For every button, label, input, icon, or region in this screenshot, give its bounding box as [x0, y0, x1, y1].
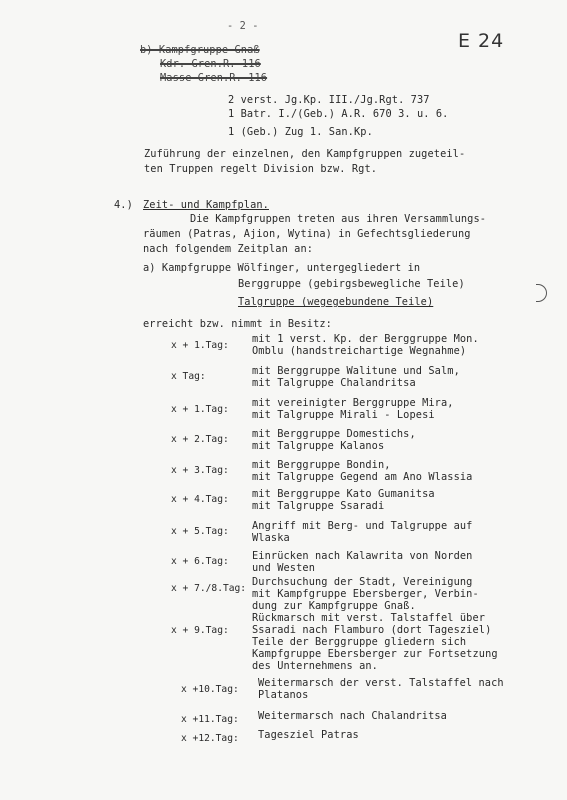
schedule-day: x + 4.Tag:: [171, 494, 229, 505]
schedule-text: Platanos: [258, 689, 309, 701]
group-a-heading: a) Kampfgruppe Wölfinger, untergegliedert in: [143, 262, 421, 274]
schedule-text: Durchsuchung der Stadt, Vereinigung: [252, 576, 473, 588]
schedule-text: mit Talgruppe Kalanos: [252, 440, 385, 452]
schedule-day: x + 2.Tag:: [171, 434, 229, 445]
schedule-day: x +11.Tag:: [181, 714, 239, 725]
tal-group-line: Talgruppe (wegegebundene Teile): [238, 296, 434, 308]
supply-note-line: Zuführung der einzelnen, den Kampfgruppen zugeteil-: [144, 148, 466, 160]
intro-line: nach folgendem Zeitplan an:: [143, 243, 314, 255]
schedule-text: Teile der Berggruppe gliedern sich: [252, 636, 467, 648]
schedule-text: Angriff mit Berg- und Talgruppe auf: [252, 520, 473, 532]
schedule-text: mit Berggruppe Domestichs,: [252, 428, 416, 440]
schedule-text: Weitermarsch nach Chalandritsa: [258, 710, 447, 722]
archive-mark: E 24: [458, 30, 505, 52]
schedule-text: mit 1 verst. Kp. der Berggruppe Mon.: [252, 333, 479, 345]
schedule-text: mit Talgruppe Ssaradi: [252, 500, 385, 512]
schedule-day: x + 3.Tag:: [171, 465, 229, 476]
schedule-text: Rückmarsch mit verst. Talstaffel über: [252, 612, 486, 624]
schedule-text: mit Berggruppe Bondin,: [252, 459, 391, 471]
intro-line: Die Kampfgruppen treten aus ihren Versammlungs-: [190, 213, 487, 225]
section-number: 4.): [114, 199, 133, 211]
schedule-day: x + 5.Tag:: [171, 526, 229, 537]
schedule-text: mit Talgruppe Mirali - Lopesi: [252, 409, 435, 421]
schedule-day: x +12.Tag:: [181, 733, 239, 744]
page-number: - 2 -: [227, 20, 259, 32]
berg-group-line: Berggruppe (gebirgsbewegliche Teile): [238, 278, 465, 290]
schedule-day: x + 9.Tag:: [171, 625, 229, 636]
schedule-day: x Tag:: [171, 371, 206, 382]
schedule-day: x +10.Tag:: [181, 684, 239, 695]
schedule-text: mit vereinigter Berggruppe Mira,: [252, 397, 454, 409]
schedule-text: dung zur Kampfgruppe Gnaß.: [252, 600, 416, 612]
schedule-text: Kampfgruppe Ebersberger zur Fortsetzung: [252, 648, 498, 660]
schedule-text: mit Berggruppe Kato Gumanitsa: [252, 488, 435, 500]
section-heading: Zeit- und Kampfplan.: [143, 199, 269, 211]
group-b-line2: Masse Gren.R. 116: [160, 72, 268, 84]
group-b-heading: b) Kampfgruppe Gnaß: [140, 44, 260, 56]
schedule-text: mit Kampfgruppe Ebersberger, Verbin-: [252, 588, 479, 600]
schedule-text: mit Talgruppe Gegend am Ano Wlassia: [252, 471, 473, 483]
supply-note-line: ten Truppen regelt Division bzw. Rgt.: [144, 163, 378, 175]
schedule-text: Tagesziel Patras: [258, 729, 359, 741]
group-b-unit: 1 Batr. I./(Geb.) A.R. 670 3. u. 6.: [228, 108, 449, 120]
schedule-text: Omblu (handstreichartige Wegnahme): [252, 345, 467, 357]
schedule-text: Einrücken nach Kalawrita von Norden: [252, 550, 473, 562]
schedule-day: x + 1.Tag:: [171, 404, 229, 415]
schedule-text: mit Berggruppe Walitune und Salm,: [252, 365, 460, 377]
group-b-line1: Kdr. Gren.R. 116: [160, 58, 261, 70]
schedule-text: Weitermarsch der verst. Talstaffel nach: [258, 677, 504, 689]
margin-bracket-mark: [536, 284, 547, 302]
group-b-unit: 2 verst. Jg.Kp. III./Jg.Rgt. 737: [228, 94, 430, 106]
schedule-text: mit Talgruppe Chalandritsa: [252, 377, 416, 389]
schedule-text: und Westen: [252, 562, 315, 574]
schedule-text: Wlaska: [252, 532, 290, 544]
reaches-line: erreicht bzw. nimmt in Besitz:: [143, 318, 332, 330]
schedule-text: Ssaradi nach Flamburo (dort Tagesziel): [252, 624, 492, 636]
intro-line: räumen (Patras, Ajion, Wytina) in Gefechtsgliederung: [143, 228, 471, 240]
schedule-text: des Unternehmens an.: [252, 660, 378, 672]
schedule-day: x + 6.Tag:: [171, 556, 229, 567]
group-b-unit: 1 (Geb.) Zug 1. San.Kp.: [228, 126, 373, 138]
schedule-day: x + 1.Tag:: [171, 340, 229, 351]
schedule-day: x + 7./8.Tag:: [171, 583, 247, 594]
